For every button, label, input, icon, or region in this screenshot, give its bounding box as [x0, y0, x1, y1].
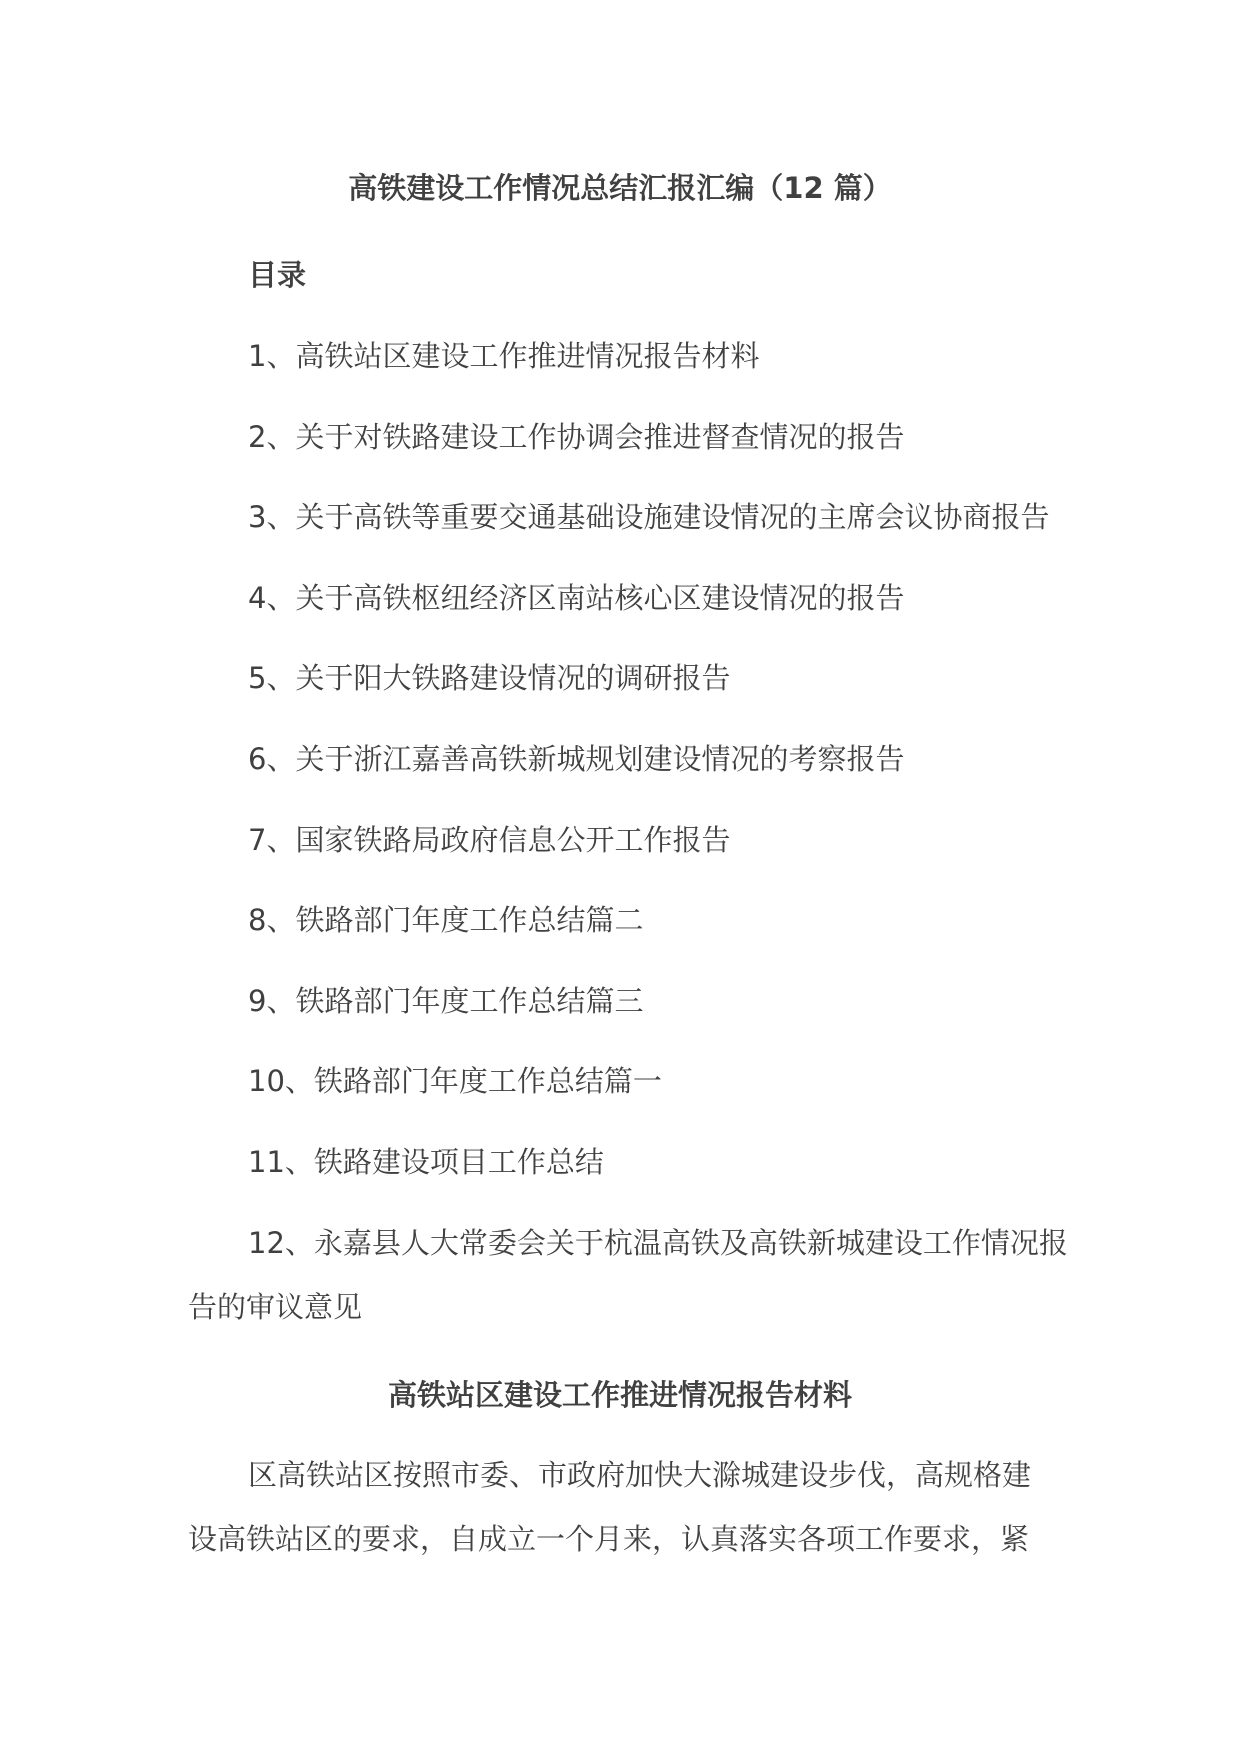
- toc-item-10: 10、铁路部门年度工作总结篇一: [248, 1064, 662, 1098]
- toc-item-5: 5、关于阳大铁路建设情况的调研报告: [248, 661, 731, 695]
- toc-item-4: 4、关于高铁枢纽经济区南站核心区建设情况的报告: [248, 581, 905, 615]
- document-title: 高铁建设工作情况总结汇报汇编（12 篇）: [348, 171, 892, 205]
- toc-item-7: 7、国家铁路局政府信息公开工作报告: [248, 823, 731, 857]
- toc-item-1: 1、高铁站区建设工作推进情况报告材料: [248, 339, 760, 373]
- toc-item-9: 9、铁路部门年度工作总结篇三: [248, 984, 644, 1018]
- toc-item-8: 8、铁路部门年度工作总结篇二: [248, 903, 644, 937]
- toc-item-3: 3、关于高铁等重要交通基础设施建设情况的主席会议协商报告: [248, 500, 1050, 534]
- section-title: 高铁站区建设工作推进情况报告材料: [387, 1378, 852, 1412]
- toc-item-6: 6、关于浙江嘉善高铁新城规划建设情况的考察报告: [248, 742, 905, 776]
- toc-item-11: 11、铁路建设项目工作总结: [248, 1145, 604, 1179]
- section-paragraph: 区高铁站区按照市委、市政府加快大滁城建设步伐，高规格建设高铁站区的要求，自成立一个月来，认真落实各项工作要求，紧: [188, 1458, 1032, 1556]
- toc-item-12: 12、永嘉县人大常委会关于杭温高铁及高铁新城建设工作情况报告的审议意见: [188, 1226, 1068, 1324]
- toc-item-2: 2、关于对铁路建设工作协调会推进督查情况的报告: [248, 420, 905, 454]
- toc-heading: 目录: [248, 258, 307, 292]
